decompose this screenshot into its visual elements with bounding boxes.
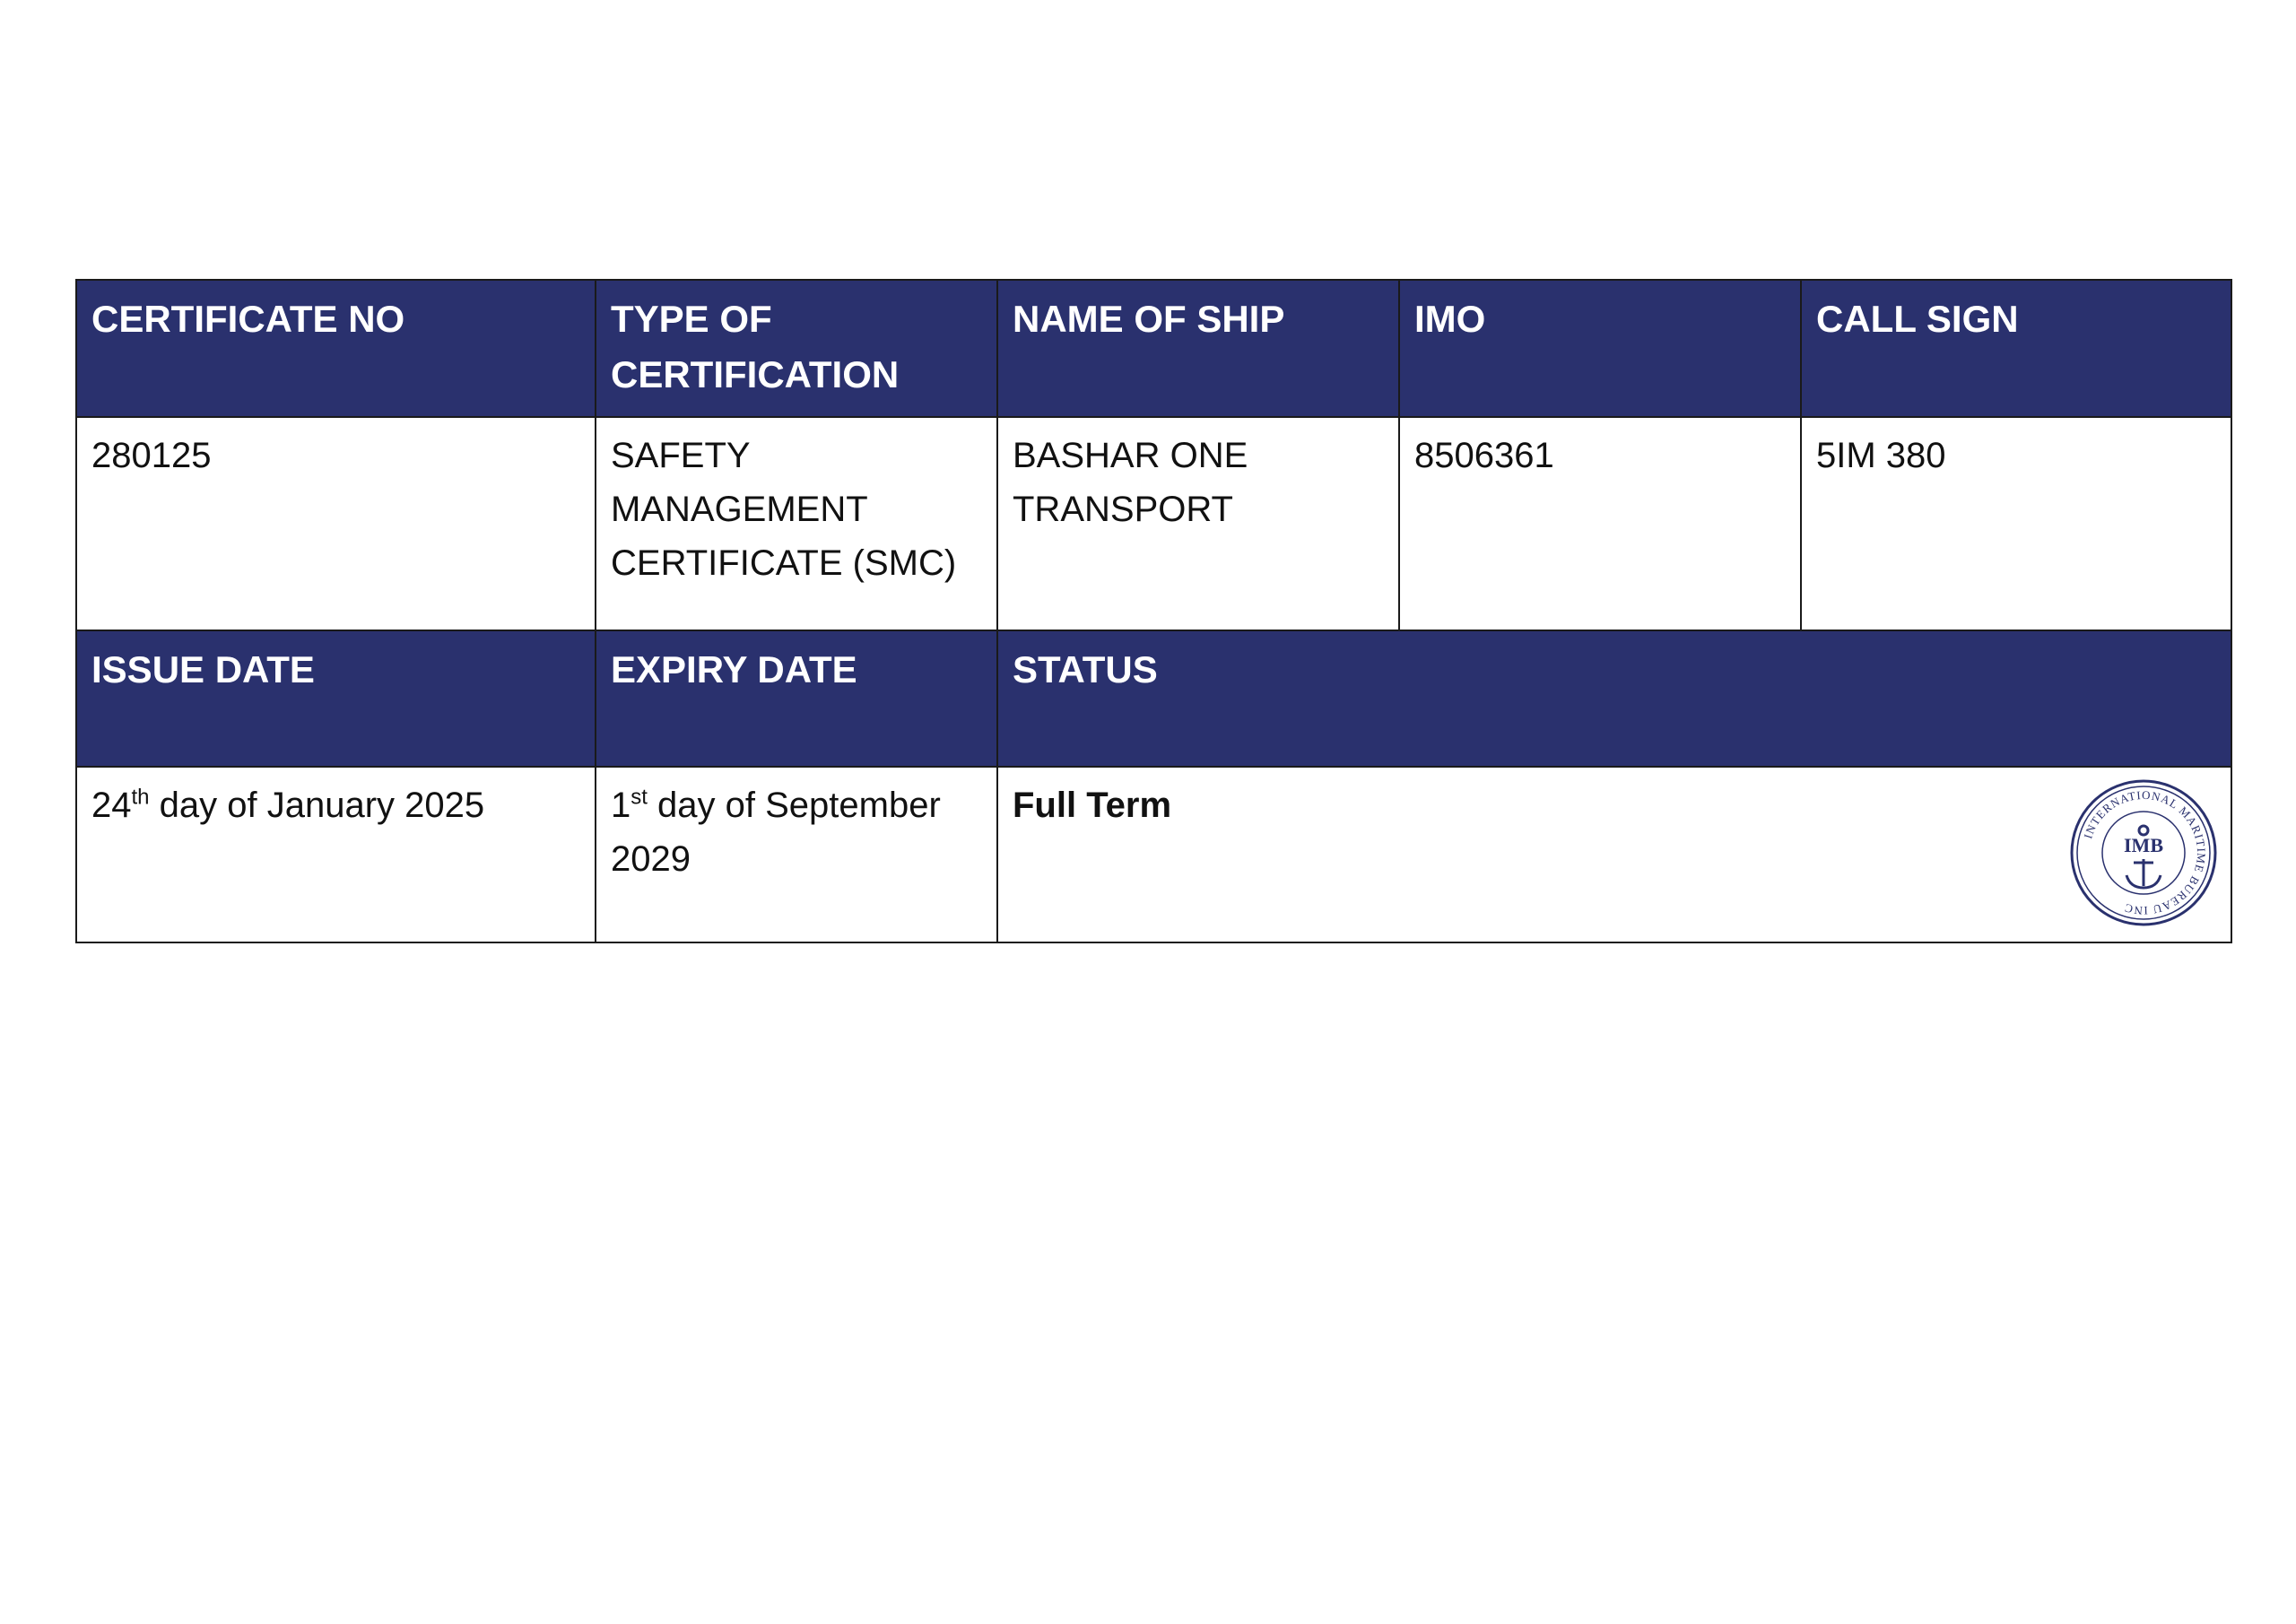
issue-date-rest: day of January 2025 [149,786,485,825]
issue-date-suffix: th [131,785,150,810]
header-type-of-certification: TYPE OF CERTIFICATION [596,280,997,417]
expiry-date-suffix: st [631,785,648,810]
value-expiry-date [596,767,997,942]
header-issue-date: ISSUE DATE [76,630,596,767]
value-issue-date [76,767,596,942]
data-row-2 [76,767,2231,942]
imb-seal-icon [2067,777,2220,929]
header-row-1 [76,280,2231,417]
header-call-sign: CALL SIGN [1801,280,2231,417]
seal-center-text: IMB [2124,834,2163,856]
seal-ring-text: INTERNATIONAL MARITIME BUREAU INC [2081,787,2209,918]
issue-date-day: 24 [91,786,132,825]
header-certificate-no: CERTIFICATE NO [76,280,596,417]
header-imo: IMO [1399,280,1801,417]
header-expiry-date: EXPIRY DATE [596,630,997,767]
value-status [997,767,2231,942]
data-row-1 [76,417,2231,630]
value-name-of-ship: BASHAR ONE TRANSPORT [997,417,1399,630]
value-type-of-certification: SAFETY MANAGEMENT CERTIFICATE (SMC) [596,417,997,630]
status-text: Full Term [1013,786,1172,825]
header-name-of-ship: NAME OF SHIP [997,280,1399,417]
value-imo: 8506361 [1399,417,1801,630]
certificate-table [75,279,2232,943]
expiry-date-rest: day of September 2029 [611,786,941,879]
value-call-sign: 5IM 380 [1801,417,2231,630]
value-certificate-no: 280125 [76,417,596,630]
expiry-date-day: 1 [611,786,631,825]
header-row-2 [76,630,2231,767]
header-status: STATUS [997,630,2231,767]
